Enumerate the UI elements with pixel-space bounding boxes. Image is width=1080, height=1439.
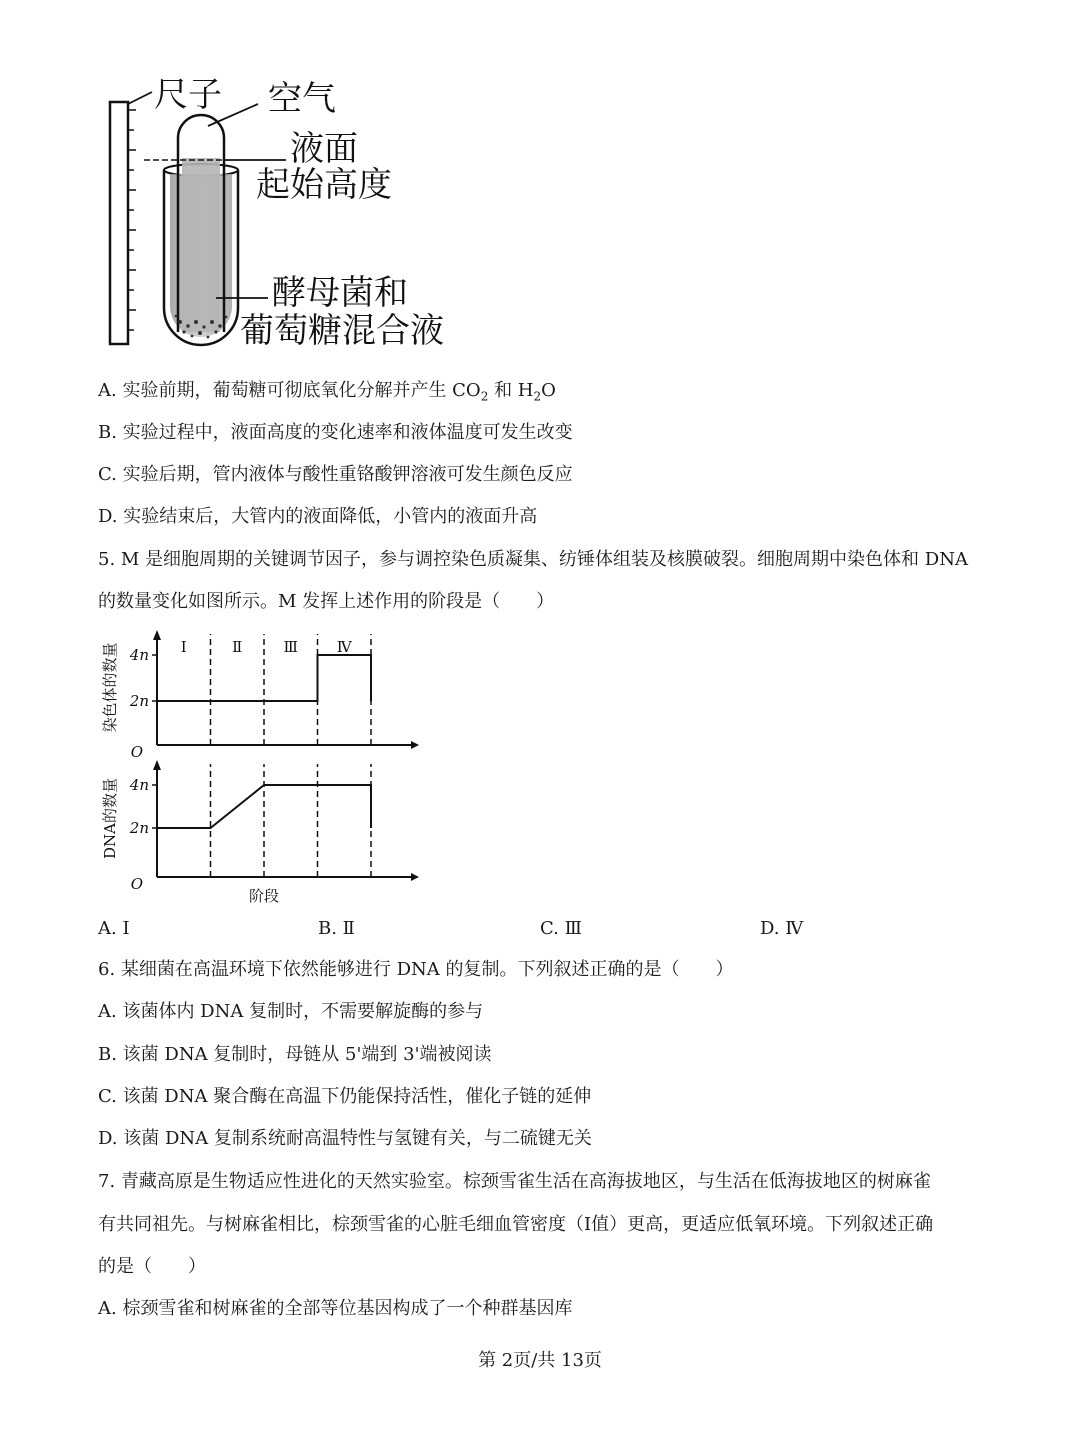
- ytick-label-4n-1: 4n: [129, 646, 149, 664]
- q6-option-a: A. 该菌体内 DNA 复制时，不需要解旋酶的参与: [98, 1001, 484, 1022]
- yeast-tube-apparatus-figure: [100, 70, 460, 360]
- level-label-line2: 起始高度: [256, 165, 392, 205]
- q5-option-c: C. Ⅲ: [540, 918, 582, 939]
- q7-stem-line2: 有共同祖先。与树麻雀相比，棕颈雪雀的心脏毛细血管密度（Ⅰ值）更高，更适应低氧环境。下列叙述正确: [98, 1214, 934, 1235]
- ytick-label-2n-1: 2n: [129, 692, 149, 710]
- origin-label-2: O: [130, 875, 143, 893]
- q7-option-a: A. 棕颈雪雀和树麻雀的全部等位基因构成了一个种群基因库: [98, 1298, 573, 1319]
- ytick-label-2n-2: 2n: [129, 819, 149, 837]
- mixture-label-line2: 葡萄糖混合液: [240, 311, 444, 351]
- ruler-label: 尺子: [154, 75, 222, 115]
- x-axis-arrow-2: [411, 873, 419, 881]
- y-axis-arrow-2: [153, 760, 161, 770]
- q5-stem-line2: 的数量变化如图所示。M 发挥上述作用的阶段是（ ）: [98, 591, 555, 612]
- q5-option-a: A. Ⅰ: [98, 918, 130, 939]
- stage-label-1: Ⅰ: [180, 638, 187, 656]
- y-axis-label-1: 染色体的数量: [101, 642, 119, 733]
- ruler-shape: [110, 102, 136, 344]
- q6-option-b: B. 该菌 DNA 复制时，母链从 5'端到 3'端被阅读: [98, 1044, 492, 1065]
- stage-label-4: Ⅳ: [336, 638, 352, 656]
- mixture-label-line1: 酵母菌和: [272, 273, 408, 313]
- q6-stem: 6. 某细菌在高温环境下依然能够进行 DNA 的复制。下列叙述正确的是（ ）: [98, 959, 734, 980]
- q5-stem-line1: 5. M 是细胞周期的关键调节因子，参与调控染色质凝集、纺锤体组装及核膜破裂。细胞周期中染色体和 DNA: [98, 549, 968, 570]
- q7-stem-line1: 7. 青藏高原是生物适应性进化的天然实验室。棕颈雪雀生活在高海拔地区，与生活在低海拔地区的树麻雀: [98, 1171, 931, 1192]
- q4-option-d: D. 实验结束后，大管内的液面降低，小管内的液面升高: [98, 506, 538, 527]
- air-label: 空气: [268, 79, 336, 119]
- q6-option-d: D. 该菌 DNA 复制系统耐高温特性与氢键有关，与二硫键无关: [98, 1128, 592, 1149]
- cell-cycle-charts: [95, 620, 425, 910]
- y-axis-arrow-1: [153, 630, 161, 640]
- stage-label-2: Ⅱ: [232, 638, 243, 656]
- q4-option-a: A. 实验前期，葡萄糖可彻底氧化分解并产生 $CO_2$ 和 $H_2O$: [98, 380, 556, 404]
- x-axis-label-2: 阶段: [248, 887, 280, 905]
- ytick-label-4n-2: 4n: [129, 776, 149, 794]
- small-inverted-tube: [178, 115, 224, 332]
- q5-option-b: B. Ⅱ: [318, 918, 355, 939]
- stage-label-3: Ⅲ: [283, 638, 298, 656]
- level-label-line1: 液面: [290, 129, 358, 169]
- q4-option-b: B. 实验过程中，液面高度的变化速率和液体温度可发生改变: [98, 422, 573, 443]
- x-axis-arrow-1: [411, 741, 419, 749]
- origin-label-1: O: [130, 743, 143, 761]
- q7-stem-line3: 的是（ ）: [98, 1256, 206, 1277]
- page-footer: 第 2页/共 13页: [478, 1350, 602, 1371]
- y-axis-label-2: DNA的数量: [101, 778, 119, 859]
- q5-option-d: D. Ⅳ: [760, 918, 804, 939]
- q6-option-c: C. 该菌 DNA 聚合酶在高温下仍能保持活性，催化子链的延伸: [98, 1086, 592, 1107]
- q4-option-c: C. 实验后期，管内液体与酸性重铬酸钾溶液可发生颜色反应: [98, 464, 573, 485]
